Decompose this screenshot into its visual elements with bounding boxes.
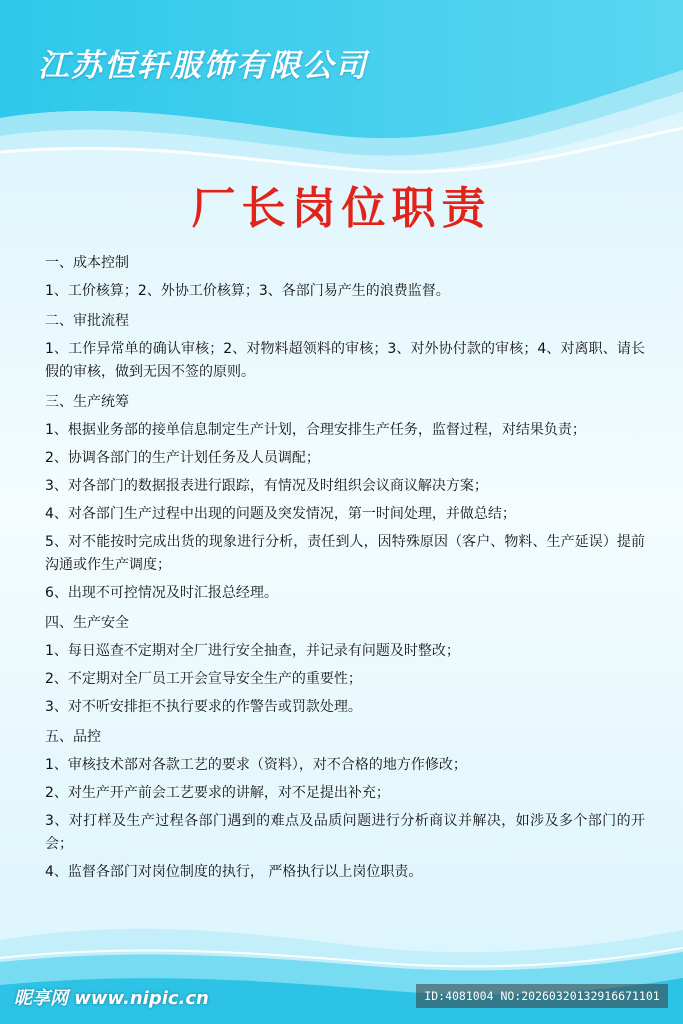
list-item: 3、对打样及生产过程各部门遇到的难点及品质问题进行分析商议并解决，如涉及多个部门的开会； — [45, 813, 645, 852]
section-quality-control — [45, 726, 645, 884]
section-heading: 二、审批流程 — [45, 313, 129, 329]
section-heading: 三、生产统筹 — [45, 394, 129, 410]
list-item: 2、不定期对全厂员工开会宣导安全生产的重要性； — [45, 671, 362, 687]
list-item: 1、工价核算；2、外协工价核算；3、各部门易产生的浪费监督。 — [45, 283, 450, 299]
duties-content — [45, 252, 645, 891]
list-item: 3、对不听安排拒不执行要求的作警告或罚款处理。 — [45, 699, 362, 715]
list-item: 1、工作异常单的确认审核；2、对物料超领料的审核；3、对外协付款的审核；4、对离职、请长假的审核，做到无因不签的原则。 — [45, 341, 645, 380]
list-item: 5、对不能按时完成出货的现象进行分析，责任到人，因特殊原因（客户、物料、生产延误）提前沟通或作生产调度； — [45, 534, 645, 573]
list-item: 2、对生产开产前会工艺要求的讲解，对不足提出补充； — [45, 785, 390, 801]
list-item: 3、对各部门的数据报表进行跟踪，有情况及时组织会议商议解决方案； — [45, 478, 488, 494]
list-item: 1、审核技术部对各款工艺的要求（资料），对不合格的地方作修改； — [45, 757, 467, 773]
section-heading: 五、品控 — [45, 729, 101, 745]
list-item: 2、协调各部门的生产计划任务及人员调配； — [45, 450, 320, 466]
company-name: 江苏恒轩服饰有限公司 — [38, 48, 368, 84]
section-approval-process — [45, 310, 645, 384]
image-id-label: ID:4081004 NO:20260320132916671101 — [416, 984, 668, 1008]
page-title: 厂长岗位职责 — [191, 183, 492, 234]
list-item: 4、监督各部门对岗位制度的执行， 严格执行以上岗位职责。 — [45, 864, 423, 880]
list-item: 4、对各部门生产过程中出现的问题及突发情况，第一时间处理，并做总结； — [45, 506, 516, 522]
section-heading: 一、成本控制 — [45, 255, 129, 271]
section-heading: 四、生产安全 — [45, 615, 129, 631]
list-item: 1、根据业务部的接单信息制定生产计划，合理安排生产任务，监督过程，对结果负责； — [45, 422, 586, 438]
section-production-planning — [45, 391, 645, 605]
section-production-safety — [45, 612, 645, 719]
list-item: 6、出现不可控情况及时汇报总经理。 — [45, 585, 278, 601]
nipic-watermark: 昵享网 www.nipic.cn — [14, 988, 209, 1009]
list-item: 1、每日巡查不定期对全厂进行安全抽查，并记录有问题及时整改； — [45, 643, 460, 659]
section-cost-control — [45, 252, 645, 303]
